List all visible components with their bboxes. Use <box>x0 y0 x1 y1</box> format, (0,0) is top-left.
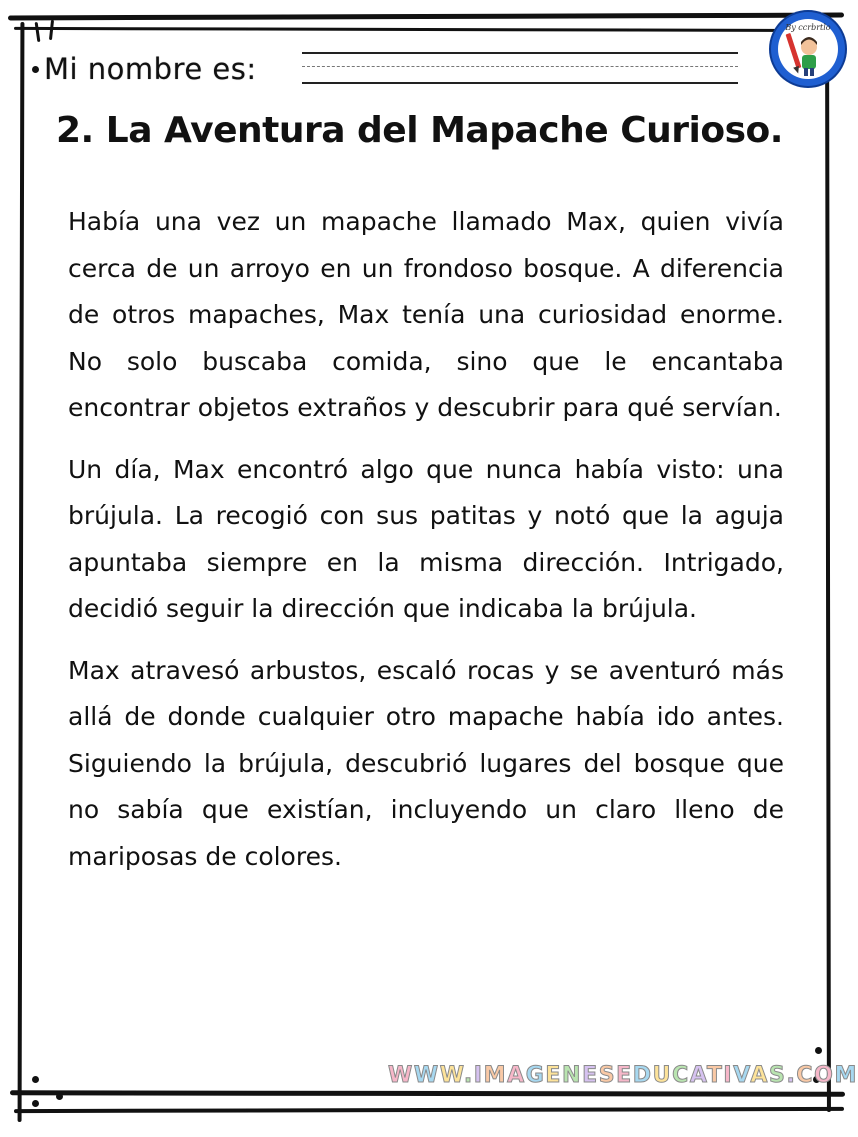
bullet <box>32 66 39 73</box>
frame-right-line <box>825 22 831 1112</box>
story-paragraph-3: Max atravesó arbustos, escaló rocas y se aventuró más allá de donde cualquier otro mapache había ido antes. Siguiendo la brújula, descubrió lugares del bosque que no sabía que existían, incluyendo un claro lleno de mariposas de colores. <box>68 655 784 871</box>
frame-dot <box>32 1076 39 1083</box>
name-field <box>30 52 750 98</box>
frame-dot <box>32 1100 39 1107</box>
page-title: 2. La Aventura del Mapache Curioso. <box>56 110 783 151</box>
frame-bottom-line-inner <box>14 1107 844 1113</box>
name-writing-lines[interactable] <box>302 52 738 92</box>
story-text <box>68 199 784 895</box>
story-paragraph-1: Había una vez un mapache llamado Max, quien vivía cerca de un arroyo en un frondoso bosque. A diferencia de otros mapaches, Max tenía una curiosidad enorme. No solo buscaba comida, sino que le encantaba encontrar objetos extraños y descubrir para qué servían. <box>68 207 784 422</box>
story-paragraph-2: Un día, Max encontró algo que nunca había visto: una brújula. La recogió con sus patitas y notó que la aguja apuntaba siempre en la misma dirección. Intrigado, decidió seguir la dirección que indicaba la brújula. <box>68 454 784 623</box>
frame-bottom-line <box>10 1090 845 1096</box>
frame-left-line <box>18 22 25 1122</box>
logo <box>771 12 845 86</box>
logo-caption: By ccrbrtlo <box>785 23 831 32</box>
name-label: Mi nombre es: <box>44 52 257 86</box>
frame-tick <box>35 22 41 42</box>
boy-with-pencil-icon <box>778 19 838 79</box>
frame-dot <box>815 1047 822 1054</box>
frame-top-line <box>8 13 844 21</box>
frame-top-line-inner <box>14 27 842 32</box>
frame-dot <box>56 1093 63 1100</box>
website-watermark: WWW.IMAGENESEDUCATIVAS.COM <box>388 1063 858 1088</box>
